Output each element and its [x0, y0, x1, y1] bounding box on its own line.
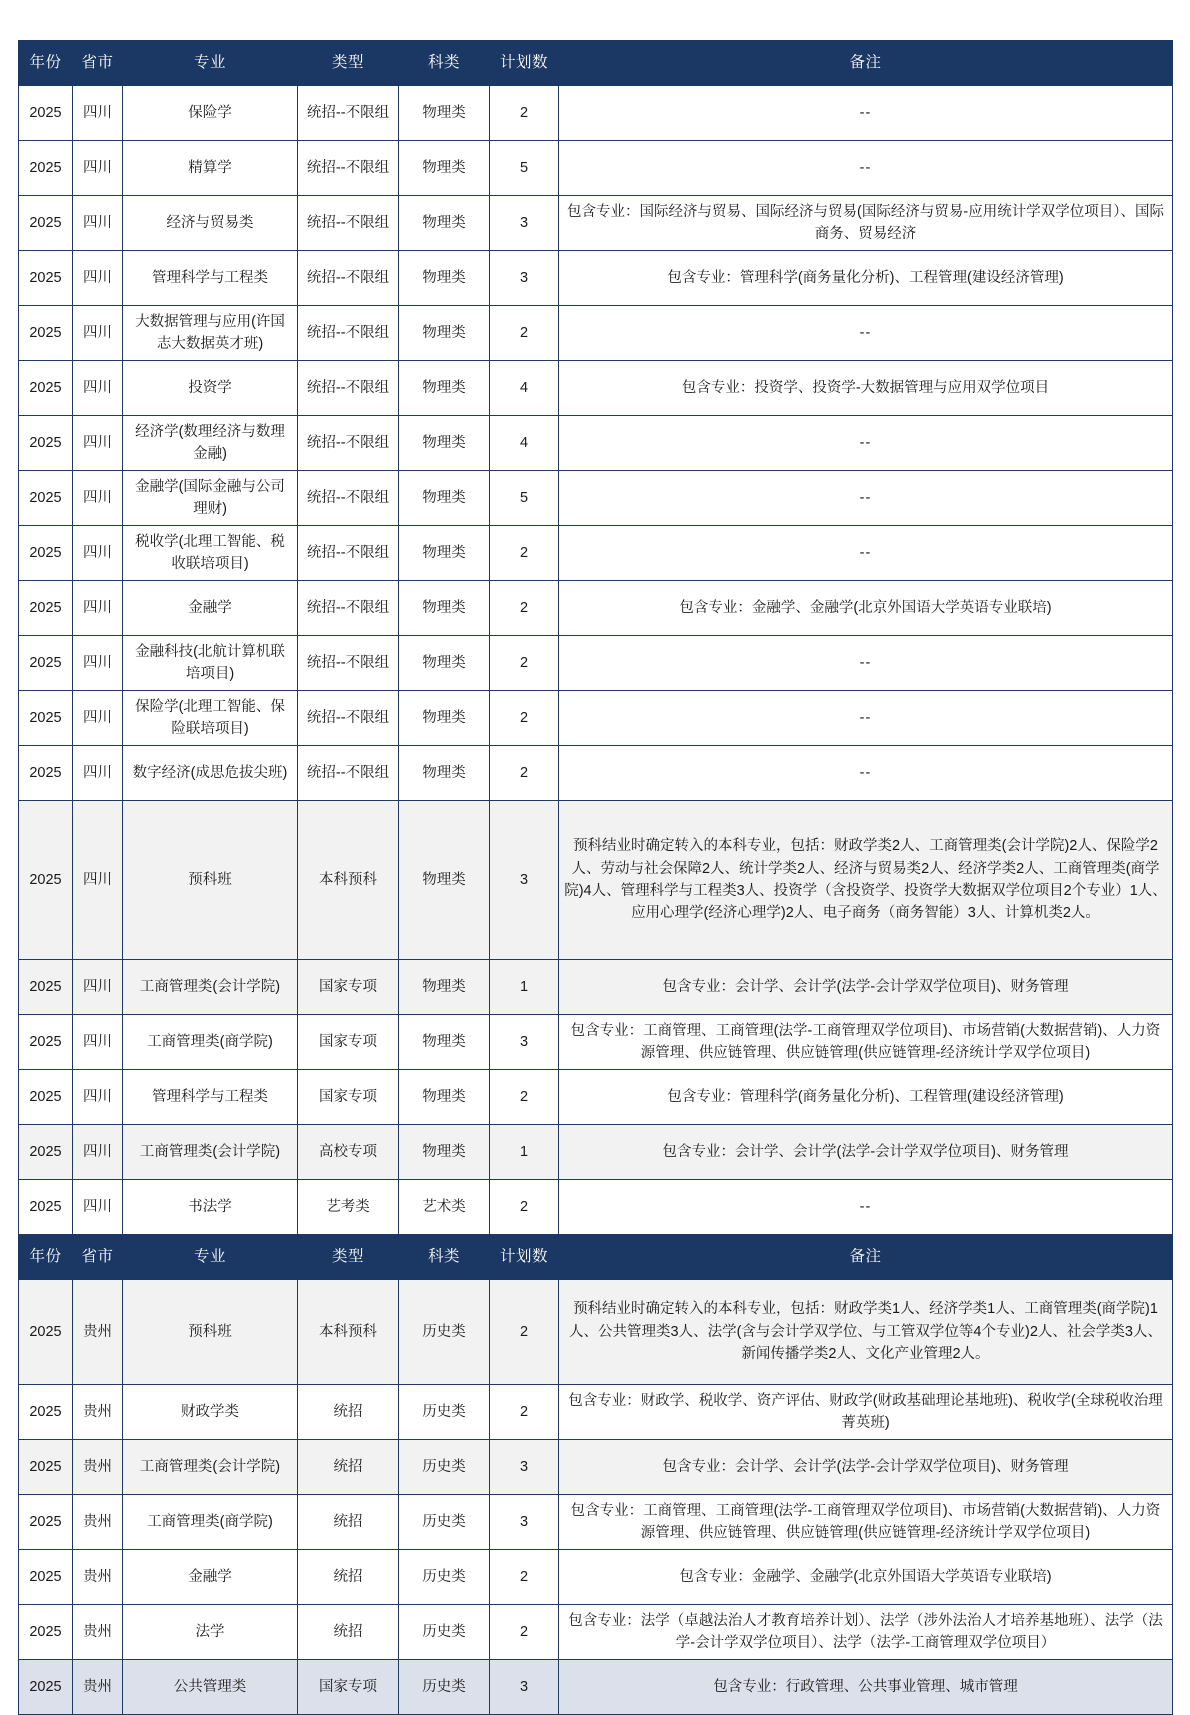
cell-province: 贵州 — [73, 1550, 123, 1605]
cell-remark: -- — [559, 746, 1173, 801]
cell-province: 四川 — [73, 141, 123, 196]
cell-remark: -- — [559, 471, 1173, 526]
cell-plan: 3 — [490, 251, 559, 306]
cell-year: 2025 — [19, 306, 73, 361]
cell-subject: 物理类 — [399, 636, 490, 691]
cell-major: 法学 — [123, 1605, 298, 1660]
cell-subject: 历史类 — [399, 1280, 490, 1385]
cell-plan: 4 — [490, 416, 559, 471]
table-row — [19, 1280, 1173, 1385]
table-row — [19, 1180, 1173, 1235]
cell-plan: 2 — [490, 86, 559, 141]
column-header-year: 年份 — [19, 41, 73, 86]
cell-major: 金融学 — [123, 1550, 298, 1605]
column-header-province: 省市 — [73, 41, 123, 86]
table-row — [19, 86, 1173, 141]
cell-plan: 2 — [490, 1180, 559, 1235]
cell-remark: 包含专业：工商管理、工商管理(法学-工商管理双学位项目)、市场营销(大数据营销)、人力资源管理、供应链管理、供应链管理(供应链管理-经济统计学双学位项目) — [559, 1495, 1173, 1550]
table-row — [19, 1015, 1173, 1070]
table-row — [19, 251, 1173, 306]
cell-plan: 3 — [490, 196, 559, 251]
table-row — [19, 1440, 1173, 1495]
cell-remark: -- — [559, 636, 1173, 691]
cell-subject: 物理类 — [399, 1015, 490, 1070]
cell-major: 保险学 — [123, 86, 298, 141]
cell-major: 经济与贸易类 — [123, 196, 298, 251]
column-header-remark: 备注 — [559, 1235, 1173, 1280]
cell-province: 四川 — [73, 691, 123, 746]
cell-remark: 包含专业：投资学、投资学-大数据管理与应用双学位项目 — [559, 361, 1173, 416]
cell-plan: 3 — [490, 1660, 559, 1715]
cell-remark: 包含专业：财政学、税收学、资产评估、财政学(财政基础理论基地班)、税收学(全球税收治理菁英班) — [559, 1385, 1173, 1440]
cell-province: 四川 — [73, 1015, 123, 1070]
cell-plan: 2 — [490, 526, 559, 581]
cell-year: 2025 — [19, 1280, 73, 1385]
cell-subject: 物理类 — [399, 86, 490, 141]
cell-year: 2025 — [19, 746, 73, 801]
table-row — [19, 141, 1173, 196]
cell-major: 财政学类 — [123, 1385, 298, 1440]
table-row — [19, 306, 1173, 361]
cell-year: 2025 — [19, 1440, 73, 1495]
cell-year: 2025 — [19, 960, 73, 1015]
cell-province: 四川 — [73, 86, 123, 141]
cell-remark: -- — [559, 86, 1173, 141]
cell-subject: 物理类 — [399, 960, 490, 1015]
cell-major: 工商管理类(会计学院) — [123, 1440, 298, 1495]
cell-plan: 3 — [490, 1440, 559, 1495]
cell-province: 四川 — [73, 581, 123, 636]
table-row — [19, 361, 1173, 416]
cell-year: 2025 — [19, 416, 73, 471]
table-row — [19, 1495, 1173, 1550]
cell-subject: 物理类 — [399, 581, 490, 636]
cell-major: 金融科技(北航计算机联培项目) — [123, 636, 298, 691]
cell-year: 2025 — [19, 801, 73, 960]
cell-major: 预科班 — [123, 1280, 298, 1385]
cell-plan: 3 — [490, 1495, 559, 1550]
cell-remark: 包含专业：法学（卓越法治人才教育培养计划）、法学（涉外法治人才培养基地班）、法学（法学-会计学双学位项目）、法学（法学-工商管理双学位项目） — [559, 1605, 1173, 1660]
cell-remark: 预科结业时确定转入的本科专业，包括：财政学类2人、工商管理类(会计学院)2人、保险学2人、劳动与社会保障2人、统计学类2人、经济与贸易类2人、经济学类2人、工商管理类(商学院)4人、管理科学与工程类3人、投资学（含投资学、投资学大数据双学位项目2个专业）1人、应用心理学(经济心理学)2人、电子商务（商务智能）3人、计算机类2人。 — [559, 801, 1173, 960]
cell-province: 贵州 — [73, 1495, 123, 1550]
cell-province: 四川 — [73, 1070, 123, 1125]
cell-subject: 物理类 — [399, 691, 490, 746]
cell-province: 贵州 — [73, 1280, 123, 1385]
cell-subject: 物理类 — [399, 306, 490, 361]
cell-subject: 历史类 — [399, 1440, 490, 1495]
cell-plan: 2 — [490, 691, 559, 746]
cell-type: 统招--不限组 — [298, 306, 399, 361]
table-row — [19, 801, 1173, 960]
cell-plan: 3 — [490, 1015, 559, 1070]
cell-province: 贵州 — [73, 1440, 123, 1495]
cell-plan: 2 — [490, 1550, 559, 1605]
column-header-year: 年份 — [19, 1235, 73, 1280]
cell-province: 四川 — [73, 416, 123, 471]
cell-major: 金融学(国际金融与公司理财) — [123, 471, 298, 526]
table-row — [19, 960, 1173, 1015]
cell-remark: 包含专业：工商管理、工商管理(法学-工商管理双学位项目)、市场营销(大数据营销)、人力资源管理、供应链管理、供应链管理(供应链管理-经济统计学双学位项目) — [559, 1015, 1173, 1070]
cell-province: 四川 — [73, 251, 123, 306]
table-row — [19, 1385, 1173, 1440]
cell-subject: 历史类 — [399, 1605, 490, 1660]
column-header-major: 专业 — [123, 1235, 298, 1280]
cell-subject: 物理类 — [399, 471, 490, 526]
table-row — [19, 581, 1173, 636]
cell-type: 统招--不限组 — [298, 636, 399, 691]
cell-year: 2025 — [19, 636, 73, 691]
cell-major: 预科班 — [123, 801, 298, 960]
cell-plan: 2 — [490, 1280, 559, 1385]
cell-remark: 包含专业：行政管理、公共事业管理、城市管理 — [559, 1660, 1173, 1715]
cell-major: 工商管理类(会计学院) — [123, 1125, 298, 1180]
table-row — [19, 1660, 1173, 1715]
cell-province: 四川 — [73, 306, 123, 361]
cell-plan: 1 — [490, 1125, 559, 1180]
cell-type: 统招 — [298, 1385, 399, 1440]
cell-type: 统招--不限组 — [298, 691, 399, 746]
cell-year: 2025 — [19, 471, 73, 526]
cell-type: 统招--不限组 — [298, 581, 399, 636]
cell-plan: 2 — [490, 306, 559, 361]
cell-province: 贵州 — [73, 1385, 123, 1440]
cell-province: 四川 — [73, 1180, 123, 1235]
cell-major: 投资学 — [123, 361, 298, 416]
cell-plan: 3 — [490, 801, 559, 960]
table-row — [19, 636, 1173, 691]
cell-remark: 包含专业：金融学、金融学(北京外国语大学英语专业联培) — [559, 581, 1173, 636]
cell-major: 经济学(数理经济与数理金融) — [123, 416, 298, 471]
cell-year: 2025 — [19, 1550, 73, 1605]
table-row — [19, 471, 1173, 526]
column-header-type: 类型 — [298, 1235, 399, 1280]
column-header-province: 省市 — [73, 1235, 123, 1280]
cell-province: 四川 — [73, 746, 123, 801]
cell-province: 四川 — [73, 1125, 123, 1180]
cell-type: 本科预科 — [298, 801, 399, 960]
cell-subject: 物理类 — [399, 1070, 490, 1125]
cell-year: 2025 — [19, 1015, 73, 1070]
cell-subject: 物理类 — [399, 416, 490, 471]
column-header-major: 专业 — [123, 41, 298, 86]
cell-year: 2025 — [19, 86, 73, 141]
cell-year: 2025 — [19, 691, 73, 746]
cell-plan: 4 — [490, 361, 559, 416]
cell-plan: 2 — [490, 636, 559, 691]
cell-year: 2025 — [19, 1660, 73, 1715]
cell-major: 书法学 — [123, 1180, 298, 1235]
cell-type: 统招--不限组 — [298, 196, 399, 251]
table-row — [19, 691, 1173, 746]
table-row — [19, 526, 1173, 581]
cell-remark: 包含专业：金融学、金融学(北京外国语大学英语专业联培) — [559, 1550, 1173, 1605]
cell-major: 金融学 — [123, 581, 298, 636]
column-header-subject: 科类 — [399, 41, 490, 86]
cell-major: 管理科学与工程类 — [123, 251, 298, 306]
cell-remark: -- — [559, 306, 1173, 361]
table-header-row-guizhou — [19, 1235, 1173, 1280]
cell-year: 2025 — [19, 1605, 73, 1660]
cell-type: 高校专项 — [298, 1125, 399, 1180]
cell-year: 2025 — [19, 141, 73, 196]
cell-year: 2025 — [19, 526, 73, 581]
cell-plan: 5 — [490, 471, 559, 526]
cell-subject: 历史类 — [399, 1660, 490, 1715]
cell-subject: 历史类 — [399, 1550, 490, 1605]
cell-major: 工商管理类(会计学院) — [123, 960, 298, 1015]
cell-year: 2025 — [19, 581, 73, 636]
cell-year: 2025 — [19, 1180, 73, 1235]
cell-major: 精算学 — [123, 141, 298, 196]
cell-subject: 物理类 — [399, 1125, 490, 1180]
cell-province: 贵州 — [73, 1605, 123, 1660]
table-row — [19, 746, 1173, 801]
cell-plan: 2 — [490, 581, 559, 636]
cell-remark: 包含专业：会计学、会计学(法学-会计学双学位项目)、财务管理 — [559, 960, 1173, 1015]
cell-plan: 1 — [490, 960, 559, 1015]
cell-type: 统招 — [298, 1440, 399, 1495]
cell-province: 四川 — [73, 636, 123, 691]
cell-subject: 艺术类 — [399, 1180, 490, 1235]
cell-remark: -- — [559, 526, 1173, 581]
cell-year: 2025 — [19, 1495, 73, 1550]
cell-subject: 物理类 — [399, 251, 490, 306]
cell-remark: -- — [559, 416, 1173, 471]
cell-remark: 包含专业：国际经济与贸易、国际经济与贸易(国际经济与贸易-应用统计学双学位项目）、国际商务、贸易经济 — [559, 196, 1173, 251]
cell-year: 2025 — [19, 251, 73, 306]
cell-province: 四川 — [73, 196, 123, 251]
cell-province: 四川 — [73, 526, 123, 581]
cell-province: 四川 — [73, 361, 123, 416]
cell-type: 统招--不限组 — [298, 746, 399, 801]
cell-major: 公共管理类 — [123, 1660, 298, 1715]
cell-major: 工商管理类(商学院) — [123, 1495, 298, 1550]
cell-remark: 包含专业：会计学、会计学(法学-会计学双学位项目)、财务管理 — [559, 1125, 1173, 1180]
cell-remark: -- — [559, 1180, 1173, 1235]
table-row — [19, 416, 1173, 471]
cell-type: 国家专项 — [298, 1070, 399, 1125]
cell-remark: 包含专业：管理科学(商务量化分析)、工程管理(建设经济管理) — [559, 251, 1173, 306]
cell-year: 2025 — [19, 361, 73, 416]
admission-plan-table — [18, 40, 1173, 1715]
cell-major: 税收学(北理工智能、税收联培项目) — [123, 526, 298, 581]
cell-major: 工商管理类(商学院) — [123, 1015, 298, 1070]
cell-plan: 2 — [490, 1385, 559, 1440]
cell-subject: 物理类 — [399, 526, 490, 581]
cell-major: 保险学(北理工智能、保险联培项目) — [123, 691, 298, 746]
cell-plan: 2 — [490, 1070, 559, 1125]
cell-major: 大数据管理与应用(许国志大数据英才班) — [123, 306, 298, 361]
cell-type: 国家专项 — [298, 960, 399, 1015]
cell-remark: 包含专业：会计学、会计学(法学-会计学双学位项目)、财务管理 — [559, 1440, 1173, 1495]
cell-remark: -- — [559, 691, 1173, 746]
cell-subject: 物理类 — [399, 361, 490, 416]
cell-year: 2025 — [19, 1385, 73, 1440]
table-row — [19, 1125, 1173, 1180]
cell-subject: 物理类 — [399, 801, 490, 960]
table-row — [19, 1070, 1173, 1125]
cell-type: 本科预科 — [298, 1280, 399, 1385]
cell-plan: 5 — [490, 141, 559, 196]
cell-major: 数字经济(成思危拔尖班) — [123, 746, 298, 801]
cell-year: 2025 — [19, 196, 73, 251]
column-header-subject: 科类 — [399, 1235, 490, 1280]
table-row — [19, 1605, 1173, 1660]
cell-type: 统招--不限组 — [298, 251, 399, 306]
cell-type: 统招 — [298, 1495, 399, 1550]
cell-type: 统招--不限组 — [298, 361, 399, 416]
cell-type: 国家专项 — [298, 1015, 399, 1070]
table-row — [19, 1550, 1173, 1605]
cell-type: 艺考类 — [298, 1180, 399, 1235]
cell-major: 管理科学与工程类 — [123, 1070, 298, 1125]
cell-subject: 历史类 — [399, 1385, 490, 1440]
column-header-plan: 计划数 — [490, 41, 559, 86]
cell-year: 2025 — [19, 1125, 73, 1180]
cell-subject: 物理类 — [399, 141, 490, 196]
cell-type: 统招 — [298, 1605, 399, 1660]
cell-remark: 包含专业：管理科学(商务量化分析)、工程管理(建设经济管理) — [559, 1070, 1173, 1125]
cell-type: 统招--不限组 — [298, 86, 399, 141]
cell-type: 统招--不限组 — [298, 526, 399, 581]
cell-remark: -- — [559, 141, 1173, 196]
cell-plan: 2 — [490, 746, 559, 801]
cell-subject: 物理类 — [399, 746, 490, 801]
cell-type: 统招--不限组 — [298, 416, 399, 471]
cell-subject: 物理类 — [399, 196, 490, 251]
column-header-remark: 备注 — [559, 41, 1173, 86]
cell-type: 国家专项 — [298, 1660, 399, 1715]
cell-type: 统招 — [298, 1550, 399, 1605]
cell-province: 四川 — [73, 471, 123, 526]
column-header-type: 类型 — [298, 41, 399, 86]
cell-type: 统招--不限组 — [298, 471, 399, 526]
cell-remark: 预科结业时确定转入的本科专业，包括：财政学类1人、经济学类1人、工商管理类(商学院)1人、公共管理类3人、法学(含与会计学双学位、与工管双学位等4个专业)2人、社会学类3人、新闻传播学类2人、文化产业管理2人。 — [559, 1280, 1173, 1385]
table-header-row-sichuan — [19, 41, 1173, 86]
cell-type: 统招--不限组 — [298, 141, 399, 196]
cell-province: 四川 — [73, 960, 123, 1015]
cell-plan: 2 — [490, 1605, 559, 1660]
cell-province: 四川 — [73, 801, 123, 960]
cell-province: 贵州 — [73, 1660, 123, 1715]
cell-subject: 历史类 — [399, 1495, 490, 1550]
table-row — [19, 196, 1173, 251]
cell-year: 2025 — [19, 1070, 73, 1125]
column-header-plan: 计划数 — [490, 1235, 559, 1280]
